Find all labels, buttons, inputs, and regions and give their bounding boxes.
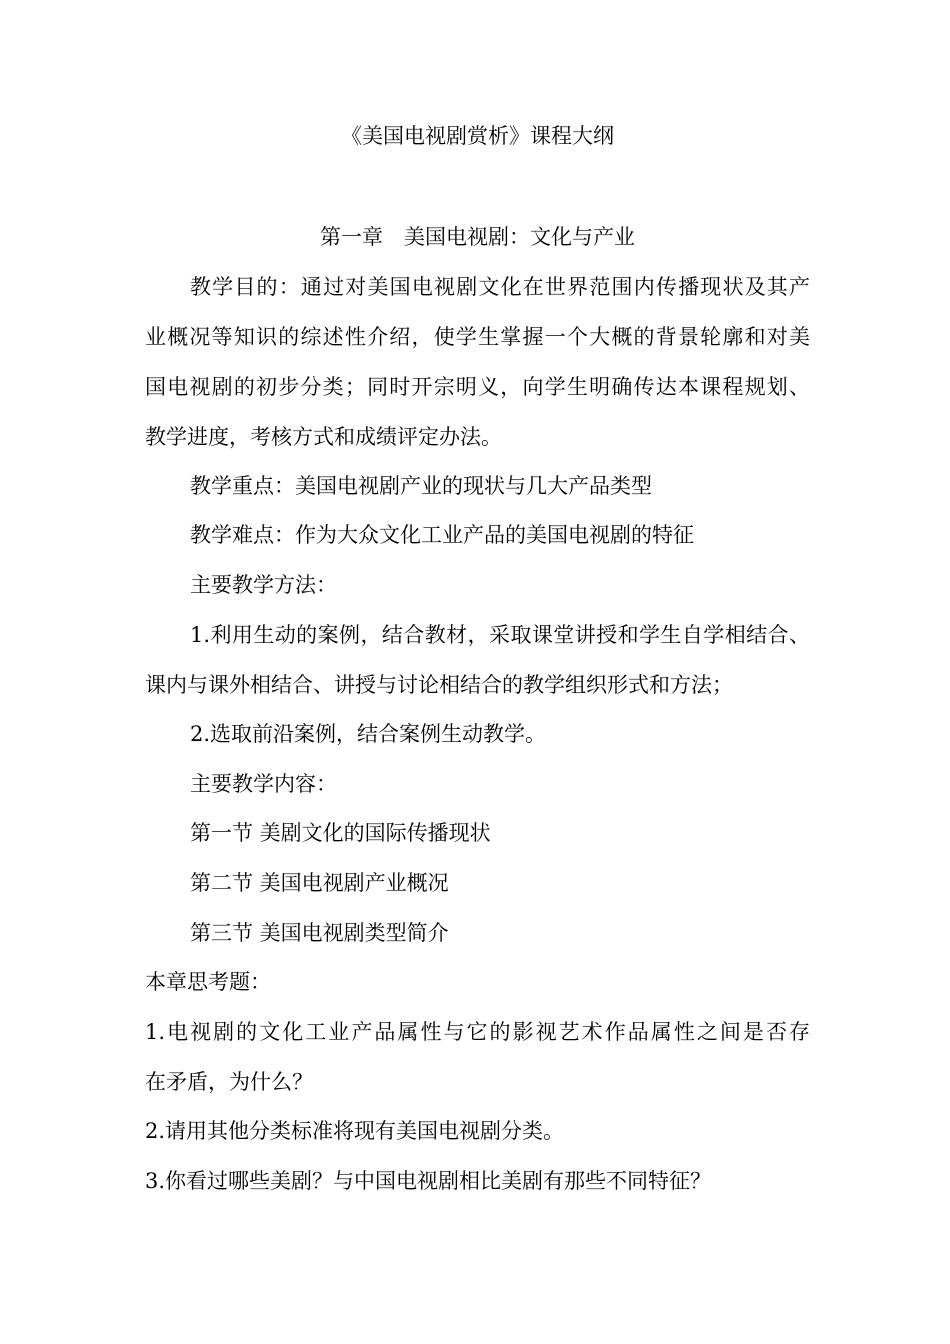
content-heading: 主要教学内容：: [190, 772, 337, 796]
question-line: 在矛盾，为什么？: [145, 1070, 313, 1094]
purpose-line: 教学目的：通过对美国电视剧文化在世界范围内传播现状及其产: [190, 275, 810, 299]
questions-heading: 本章思考题：: [145, 970, 271, 994]
document-title: 《美国电视剧赏析》课程大纲: [341, 124, 614, 148]
method-line: 1.利用生动的案例，结合教材，采取课堂讲授和学生自学相结合、: [190, 623, 810, 647]
section-item: 第三节 美国电视剧类型简介: [190, 921, 449, 945]
chapter-title: 美国电视剧：文化与产业: [404, 225, 635, 249]
section-item: 第二节 美国电视剧产业概况: [190, 871, 449, 895]
purpose-line: 教学进度，考核方式和成绩评定办法。: [145, 425, 502, 449]
method-line: 2.选取前沿案例，结合案例生动教学。: [190, 722, 547, 746]
purpose-line: 国电视剧的初步分类；同时开宗明义，向学生明确传达本课程规划、: [145, 375, 810, 399]
methods-heading: 主要教学方法：: [190, 573, 337, 597]
chapter-heading: [145, 222, 810, 252]
key-point: 教学重点：美国电视剧产业的现状与几大产品类型: [190, 474, 652, 498]
question-line: 1.电视剧的文化工业产品属性与它的影视艺术作品属性之间是否存: [145, 1020, 810, 1044]
question-line: 2.请用其他分类标准将现有美国电视剧分类。: [145, 1119, 565, 1143]
method-line: 课内与课外相结合、讲授与讨论相结合的教学组织形式和方法；: [145, 673, 733, 697]
chapter-number: 第一章: [320, 225, 383, 249]
purpose-line: 业概况等知识的综述性介绍，使学生掌握一个大概的背景轮廓和对美: [145, 325, 810, 349]
section-item: 第一节 美剧文化的国际传播现状: [190, 821, 491, 845]
question-line: 3.你看过哪些美剧？与中国电视剧相比美剧有那些不同特征？: [145, 1169, 712, 1193]
difficulty: 教学难点：作为大众文化工业产品的美国电视剧的特征: [190, 523, 694, 547]
